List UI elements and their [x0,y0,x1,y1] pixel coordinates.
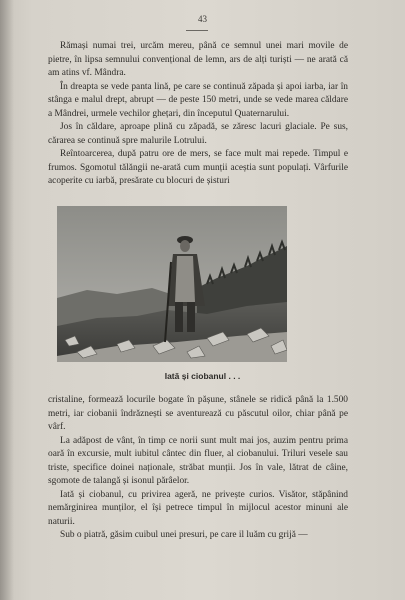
text-block-bottom [48,394,348,543]
paragraph: Sub o piatră, găsim cuibul unei presuri, pe care il luăm cu grijă — [60,530,308,540]
paragraph: În dreapta se vede panta lină, pe care se continuă zăpada și apoi iarba, iar în stânga e malul drept, abrupt — de peste 150 metri, unde se vede marea căldare a Mândrei, urmele vechilor ghețari, din începutul Quaternarului. [48,81,348,119]
paragraph: La adăpost de vânt, în timp ce norii sunt mult mai jos, auzim pentru prima oară în excursie, mult iubitul cântec din fluer, al ciobanului. Triluri vesele sau triste, specifice doinei naționale, străbat munții. Jos în vale, lătrat de câine, sgomote de talangă și isonul părâelor. [48,435,348,486]
header-rule [186,30,208,31]
shepherd-photo [57,206,287,362]
paragraph: Iată și ciobanul, cu privirea ageră, ne privește curios. Visător, stăpânind nemărginirea munților, el își petrece timpul în mijlocul acestor minuni ale naturii. [48,489,348,527]
spine-shadow [0,0,14,600]
paragraph: cristaline, formează locurile bogate în pășune, stânele se ridică până la 1.500 metri, iar ciobanii îndrăznești se aventurează cu păscutul oilor, chiar până pe vârf. [48,395,348,432]
page-number: 43 [198,14,207,24]
paragraph: Rămași numai trei, urcăm mereu, până ce semnul unei mari movile de pietre, în lipsa semnului convențional de lemn, ars de alți turiști — ne arată că am atins vf. Mândra. [48,41,348,78]
paragraph: Reîntoarcerea, după patru ore de mers, se face mult mai repede. Timpul e frumos. Sgomotul tălăngii ne-arată cum munții aceștia sunt populați. Vârfurile acoperite cu iarbă, presărate cu blocuri de șisturi [48,149,348,186]
text-block-top [48,40,348,189]
paragraph: Jos în căldare, aproape plină cu zăpadă, se zăresc lacuri glaciale. Pe sus, cărarea se continuă spre malurile Lotrului. [48,122,348,146]
photo-caption: Iată și ciobanul . . . [164,371,241,381]
